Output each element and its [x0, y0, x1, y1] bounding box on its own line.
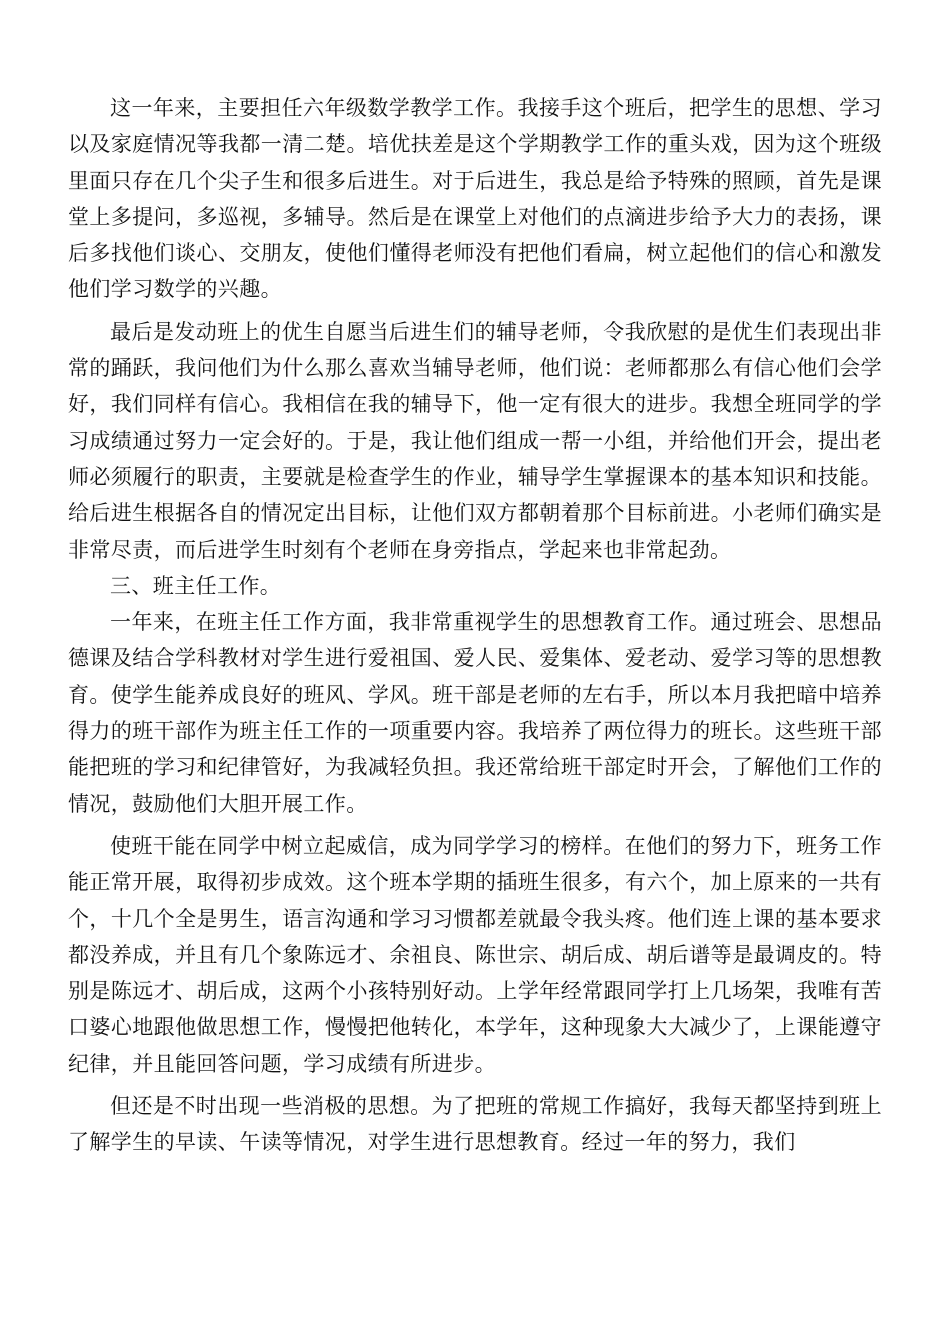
section-heading-class-teacher-work: 三、班主任工作。 — [110, 573, 282, 598]
paragraph-class-cadres: 使班干能在同学中树立起威信，成为同学学习的榜样。在他们的努力下，班务工作能正常开展，取得初步成效。这个班本学期的插班生很多，有六个，加上原来的一共有个，十几个全是男生，语言沟通和学习习惯都差就最令我头疼。他们连上课的基本要求都没养成，并且有几个象陈远才、余祖良、陈世宗、胡后成、胡后谱等是最调皮的。特别是陈远才、胡后成，这两个小孩特别好动。上学年经常跟同学打上几场架，我唯有苦口婆心地跟他做思想工作，慢慢把他转化，本学年，这种现象大大减少了，上课能遵守纪律，并且能回答问题，学习成绩有所进步。 — [68, 833, 882, 1076]
paragraph-math-teaching: 这一年来，主要担任六年级数学教学工作。我接手这个班后，把学生的思想、学习以及家庭情况等我都一清二楚。培优扶差是这个学期教学工作的重头戏，因为这个班级里面只存在几个尖子生和很多后进生。对于后进生，我总是给予特殊的照顾，首先是课堂上多提问，多巡视，多辅导。然后是在课堂上对他们的点滴进步给予大力的表扬，课后多找他们谈心、交朋友，使他们懂得老师没有把他们看扁，树立起他们的信心和激发他们学习数学的兴趣。 — [68, 96, 882, 302]
paragraph-tutor-program: 最后是发动班上的优生自愿当后进生们的辅导老师，令我欣慰的是优生们表现出非常的踊跃，我问他们为什么那么喜欢当辅导老师，他们说：老师都那么有信心他们会学好，我们同样有信心。我相信在我的辅导下，他一定有很大的进步。我想全班同学的学习成绩通过努力一定会好的。于是，我让他们组成一帮一小组，并给他们开会，提出老师必须履行的职责，主要就是检查学生的作业，辅导学生掌握课本的基本知识和技能。给后进生根据各自的情况定出目标，让他们双方都朝着那个目标前进。小老师们确实是非常尽责，而后进学生时刻有个老师在身旁指点，学起来也非常起劲。 — [68, 319, 882, 562]
paragraph-class-management: 一年来，在班主任工作方面，我非常重视学生的思想教育工作。通过班会、思想品德课及结合学科教材对学生进行爱祖国、爱人民、爱集体、爱老动、爱学习等的思想教育。使学生能养成良好的班风、学风。班干部是老师的左右手，所以本月我把暗中培养得力的班干部作为班主任工作的一项重要内容。我培养了两位得力的班长。这些班干部能把班的学习和纪律管好，为我减轻负担。我还常给班干部定时开会，了解他们工作的情况，鼓励他们大胆开展工作。 — [68, 610, 882, 816]
paragraph-daily-routine: 但还是不时出现一些消极的思想。为了把班的常规工作搞好，我每天都坚持到班上了解学生的早读、午读等情况，对学生进行思想教育。经过一年的努力，我们 — [68, 1094, 882, 1155]
document-body — [68, 90, 882, 1161]
